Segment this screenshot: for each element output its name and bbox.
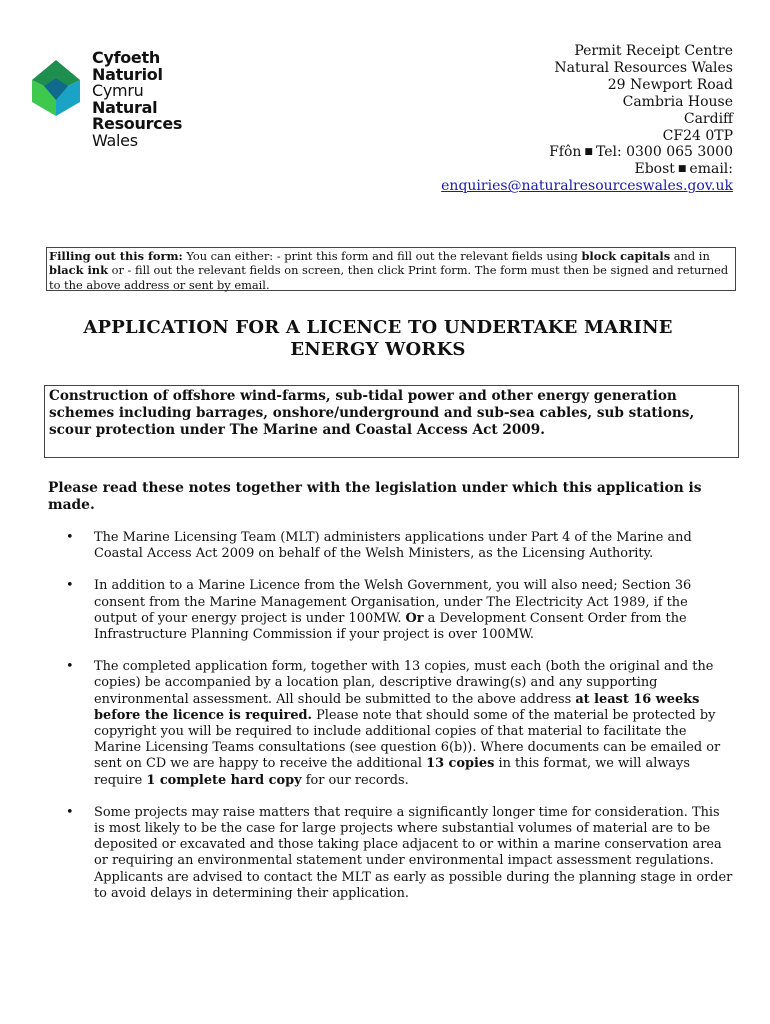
notes-heading: Please read these notes together with the legislation under which this application is made. [48,480,702,513]
logo-wordmark [92,50,182,150]
list-item [66,805,734,902]
instructions-emphasis: black ink [49,263,108,278]
address-line: CF24 0TP [662,127,733,144]
logo-line: Wales [92,130,138,150]
instructions-text: or - fill out the relevant fields on screen, then click Print form. The form must then be signed and returned to the above address or sent by email. [49,263,729,292]
bullet-icon: • [66,804,74,820]
list-item [66,530,734,562]
bullet-icon: • [66,659,74,675]
address-line: Permit Receipt Centre [574,43,733,59]
email-label: email: [689,161,733,178]
list-item [66,578,734,643]
instructions-emphasis: block capitals [581,249,671,263]
email-line [441,161,733,178]
note-text: In addition to a Marine Licence from the Welsh Government, you will also need; Section 36 consent from the Marine Management Organisation, under The Electricity Act 1989, if the output of your energy project is under 100MW. [94,578,692,626]
note-text: a Development Consent Order from the Infrastructure Planning Commission if your project is over 100MW. [94,610,687,643]
address-line: Natural Resources Wales [554,59,733,76]
nrw-logo [26,48,206,162]
note-emphasis: at least 16 weeks before the licence is required. [94,691,700,723]
logo-line: Natural [92,97,158,117]
email-welsh-label: Ebost [634,161,675,178]
notes-list [66,530,734,918]
note-text: in this format, we will always require [94,756,690,788]
note-text: The Marine Licensing Team (MLT) administers applications under Part 4 of the Marine and Coastal Access Act 2009 on behalf of the Welsh Ministers, as the Licensing Authority. [94,530,692,562]
logo-line: Cyfoeth [92,48,160,67]
instructions-text: You can either: - print this form and fill out the relevant fields using [182,249,582,263]
note-text: for our records. [301,772,409,788]
instructions-text: and in [670,249,710,263]
phone-welsh-label: Ffôn [549,144,582,161]
bullet-icon: • [66,530,74,545]
form-instructions-box [46,247,736,291]
square-bullet-icon: ■ [677,164,687,175]
logo-line: Cymru [92,81,144,101]
note-emphasis: 13 copies [426,756,495,772]
page-title: APPLICATION FOR A LICENCE TO UNDERTAKE MARINE ENERGY WORKS [83,317,673,360]
note-emphasis: 1 complete hard copy [146,772,302,788]
address-line: Cambria House [622,93,733,110]
list-item [66,659,734,789]
contact-address [441,43,733,195]
phone-number: Tel: 0300 065 3000 [595,144,733,161]
email-link[interactable]: enquiries@naturalresourceswales.gov.uk [441,178,733,195]
logo-line: Resources [92,114,183,134]
note-text: Some projects may raise matters that require a significantly longer time for consideration. This is most likely to be the case for large projects where substantial volumes of material are to be deposited or excavated and those taking place adjacent to or within a marine conservation area or requiring an environmental statement under environmental impact assessment regulations. Applicants are advised to contact the MLT as early as possible during the planning stage in order to avoid delays in determining their application. [94,804,733,901]
instructions-lead: Filling out this form: [49,249,183,263]
address-line: 29 Newport Road [607,76,733,93]
note-text: The completed application form, together with 13 copies, must each (both the original and the copies) be accompanied by a location plan, descriptive drawing(s) and any supporting environmental assessment. All should be submitted to the above address [94,659,714,707]
square-bullet-icon: ■ [584,147,593,158]
scope-box: Construction of offshore wind-farms, sub-tidal power and other energy generation schemes including barrages, onshore/underground and sub-sea cables, sub stations, scour protection under The Marine and Coastal Access Act 2009. [44,385,739,458]
logo-line: Naturiol [92,64,163,84]
note-text: Please note that should some of the material be protected by copyright you will be required to include additional copies of that material to facilitate the Marine Licensing Teams consultations (see question 6(b)). Where documents can be emailed or sent on CD we are happy to receive the additional [94,707,721,772]
note-emphasis: Or [405,610,424,626]
bullet-icon: • [66,578,74,594]
phone-line [441,144,733,161]
nrw-logo-mark-icon [26,52,86,124]
address-line: Cardiff [683,110,733,127]
